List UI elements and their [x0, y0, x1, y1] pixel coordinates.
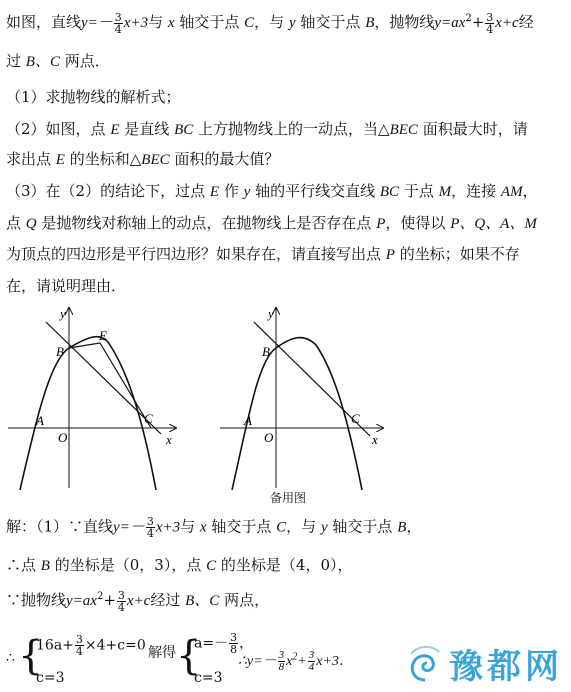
- denominator: 4: [117, 600, 125, 614]
- text: 于点: [403, 182, 434, 200]
- text: ，: [239, 635, 254, 652]
- point-label: P: [376, 216, 386, 232]
- figure-right: [218, 300, 398, 490]
- text: 经: [518, 13, 534, 31]
- final-equation: [238, 650, 353, 673]
- text: ，: [406, 517, 422, 536]
- line-label: BC: [379, 184, 400, 200]
- question-2-line-1: [6, 120, 528, 139]
- question-3-line-1: [6, 182, 538, 201]
- label-x: x: [166, 432, 172, 447]
- label-y: y: [268, 306, 274, 321]
- text: 轴交于点: [332, 517, 393, 536]
- point-label: M: [438, 184, 452, 200]
- label-a: A: [244, 413, 252, 428]
- equation-system: [6, 628, 366, 688]
- point-label: E: [110, 122, 120, 138]
- segment-label: AM: [500, 184, 523, 200]
- label-o: O: [264, 430, 274, 445]
- question-3-line-3: [6, 245, 520, 264]
- fraction: [485, 12, 494, 35]
- text: ∴y=－: [238, 654, 277, 669]
- fraction: [308, 650, 316, 673]
- text: 与: [180, 517, 196, 536]
- text: ，抛物线: [374, 13, 435, 31]
- operator: +: [297, 654, 307, 669]
- text: 与: [148, 13, 164, 31]
- numerator: 3: [230, 631, 238, 644]
- exponent: 2: [96, 591, 104, 602]
- label-c: C: [351, 411, 360, 426]
- text: 上方抛物线上的一动点，当△: [198, 120, 390, 138]
- text: 是抛物线对称轴上的动点，在抛物线上是否存在点: [41, 214, 372, 232]
- text: 16a+: [36, 637, 74, 654]
- text: 的坐标是（4，0），: [220, 556, 353, 574]
- figure-caption: 备用图: [270, 491, 307, 505]
- text: 为顶点的四边形是平行四边形？如果存在，请直接写出点: [6, 245, 382, 263]
- exponent: 2: [292, 651, 298, 663]
- point-labels: B、C: [25, 54, 60, 70]
- text: x: [286, 654, 293, 669]
- left-brace: {: [18, 633, 44, 679]
- text: 面积的最大值？: [174, 150, 280, 168]
- point-label: C: [276, 519, 287, 536]
- label-b: B: [262, 344, 270, 359]
- text: 如图，直线: [6, 13, 82, 31]
- label-x: x: [372, 432, 378, 447]
- label-b: B: [56, 344, 64, 359]
- denominator: 8: [230, 643, 238, 656]
- point-label: P: [385, 247, 395, 263]
- fraction: [117, 590, 126, 613]
- text: ，连接: [451, 182, 497, 200]
- label-c: C: [144, 411, 153, 426]
- question-3-line-4: 在，请说明理由．: [6, 277, 127, 295]
- text: 求出点: [6, 150, 52, 168]
- question-1: （1）求抛物线的解析式；: [6, 88, 181, 106]
- equation: y=ax: [66, 593, 97, 609]
- equation: y=－: [113, 519, 145, 536]
- numerator: 3: [75, 633, 83, 646]
- solution-line-1: [6, 516, 421, 539]
- answer-c: c=3: [194, 670, 223, 686]
- point-label: E: [209, 184, 220, 200]
- denominator: 4: [486, 22, 494, 36]
- fraction: [114, 12, 123, 35]
- text: x+3．: [316, 654, 353, 669]
- operator: +: [103, 591, 116, 609]
- text: （2）如图，点: [6, 120, 106, 138]
- numerator: 3: [278, 649, 285, 662]
- label-o: O: [58, 430, 68, 445]
- denominator: 4: [308, 661, 315, 674]
- text: 轴的平行线交直线: [255, 182, 376, 200]
- text: 轴交于点: [179, 13, 240, 31]
- variable: x: [199, 519, 207, 536]
- denominator: 4: [114, 22, 122, 36]
- figure-left: [6, 300, 186, 490]
- point-label: E: [55, 152, 65, 168]
- operator: +: [471, 13, 485, 31]
- point-label: B: [365, 15, 375, 31]
- text: ∵抛物线: [6, 591, 67, 609]
- text: ∴点: [6, 556, 37, 574]
- text: 面积最大时，请: [422, 120, 528, 138]
- point-label: B: [397, 519, 407, 536]
- question-3-line-2: [6, 214, 537, 233]
- point-label: C: [244, 15, 255, 31]
- fraction: [146, 516, 155, 539]
- system-eq-2: c=3: [36, 670, 65, 686]
- triangle-label: BEC: [389, 122, 418, 138]
- label-a: A: [36, 413, 44, 428]
- text: 的坐标；如果不存: [399, 245, 520, 263]
- fraction: [75, 634, 84, 657]
- text: 两点．: [64, 52, 110, 70]
- fraction: [229, 632, 238, 655]
- denominator: 8: [278, 661, 285, 674]
- point-label: B: [40, 558, 50, 574]
- text: 过: [6, 52, 22, 70]
- text: ，使得以: [385, 214, 446, 232]
- problem-line-2: [6, 52, 110, 71]
- label-y: y: [60, 306, 66, 321]
- text: 的坐标和△: [69, 150, 142, 168]
- exponent: 2: [465, 13, 472, 24]
- fraction: [278, 650, 286, 673]
- problem-line-1: [6, 10, 534, 35]
- system-eq-1: [36, 634, 146, 657]
- denominator: 4: [146, 527, 154, 540]
- solution-line-3: [6, 588, 269, 613]
- point-labels: B、C: [185, 593, 220, 609]
- triangle-label: BEC: [141, 152, 170, 168]
- question-2-line-2: [6, 150, 279, 169]
- text: 经过: [150, 591, 181, 609]
- point-label: Q: [25, 216, 37, 232]
- numerator: 3: [146, 515, 154, 528]
- equation: y=ax: [434, 15, 466, 31]
- text: a=－: [194, 635, 229, 652]
- equation: x+c: [126, 593, 151, 609]
- solution-line-2: [6, 556, 353, 575]
- right-brace: {: [176, 633, 202, 679]
- text: ，与: [254, 13, 285, 31]
- point-labels: P、Q、A、M: [450, 216, 537, 232]
- variable: y: [288, 15, 296, 31]
- text: 是直线: [124, 120, 170, 138]
- text: 作: [223, 182, 239, 200]
- equation: y=－: [81, 15, 113, 31]
- label-e: E: [99, 328, 107, 343]
- watermark-swirl-icon: [405, 644, 445, 684]
- therefore-symbol: ∴: [6, 650, 15, 666]
- line-label: BC: [174, 122, 194, 138]
- text: 两点，: [224, 591, 270, 609]
- text: ，与: [286, 517, 317, 536]
- solve-text: 解得: [148, 645, 176, 661]
- text: ×4+c=0: [84, 637, 146, 654]
- text: 轴交于点: [300, 13, 361, 31]
- variable: x: [167, 15, 175, 31]
- numerator: 3: [308, 649, 315, 662]
- text: ，: [522, 182, 538, 200]
- watermark-text: 豫都网: [449, 647, 563, 687]
- numerator: 3: [486, 10, 494, 24]
- text: 点: [6, 214, 22, 232]
- point-label: C: [206, 558, 217, 574]
- variable: y: [320, 519, 328, 536]
- text: 的坐标是（0，3），点: [54, 556, 202, 574]
- equation: x+3: [155, 519, 181, 536]
- text: 轴交于点: [211, 517, 272, 536]
- watermark: [405, 639, 563, 688]
- variable: y: [243, 184, 251, 200]
- equation: x+3: [123, 15, 149, 31]
- text: 解：（1）∵直线: [6, 517, 114, 536]
- numerator: 3: [117, 588, 125, 602]
- equation: x+c: [495, 15, 519, 31]
- denominator: 4: [75, 645, 83, 658]
- numerator: 3: [114, 10, 122, 24]
- text: （3）在（2）的结论下，过点: [6, 182, 206, 200]
